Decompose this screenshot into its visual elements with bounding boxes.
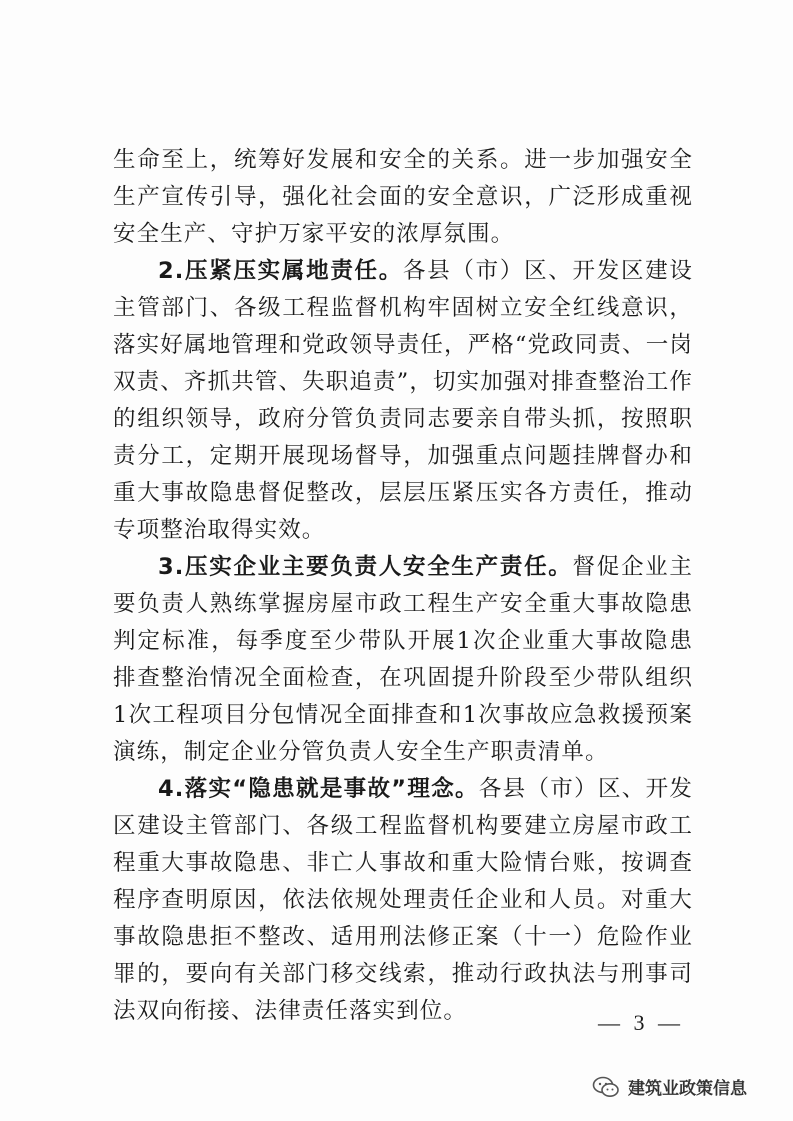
paragraph-3 [113,549,693,771]
paragraph-4-text: 各县（市）区、开发区建设主管部门、各级工程监督机构要建立房屋市政工程重大事故隐患、非亡人事故和重大险情台账，按调查程序查明原因，依法依规处理责任企业和人员。对重大事故隐患拒不整改、适用刑法修正案（十一）危险作业罪的，要向有关部门移交线索，推动行政执法与刑事司法双向衔接、法律责任落实到位。 [113,776,693,1024]
paragraph-2-lead: 2.压紧压实属地责任。 [158,258,403,284]
watermark [592,1074,747,1099]
paragraph-4 [113,771,693,1030]
paragraph-2 [113,253,693,549]
paragraph-3-text: 督促企业主要负责人熟练掌握房屋市政工程生产安全重大事故隐患判定标准，每季度至少带队开展1次企业重大事故隐患排查整治情况全面检查，在巩固提升阶段至少带队组织1次工程项目分包情况全面排查和1次事故应急救援预案演练，制定企业分管负责人安全生产职责清单。 [113,554,693,765]
paragraph-1 [113,142,693,253]
wechat-icon [592,1076,620,1098]
paragraph-1-text: 生命至上，统筹好发展和安全的关系。进一步加强安全生产宣传引导，强化社会面的安全意识，广泛形成重视安全生产、守护万家平安的浓厚氛围。 [113,147,693,247]
watermark-text: 建筑业政策信息 [628,1079,747,1099]
paragraph-4-lead: 4.落实“隐患就是事故”理念。 [158,776,479,802]
page-number: — 3 — [598,1010,684,1035]
document-body [113,142,693,1030]
paragraph-3-lead: 3.压实企业主要负责人安全生产责任。 [158,554,573,580]
paragraph-2-text: 各县（市）区、开发区建设主管部门、各级工程监督机构牢固树立安全红线意识，落实好属地管理和党政领导责任，严格“党政同责、一岗双责、齐抓共管、失职追责”，切实加强对排查整治工作的组织领导，政府分管负责同志要亲自带头抓，按照职责分工，定期开展现场督导，加强重点问题挂牌督办和重大事故隐患督促整改，层层压紧压实各方责任，推动专项整治取得实效。 [113,258,694,543]
